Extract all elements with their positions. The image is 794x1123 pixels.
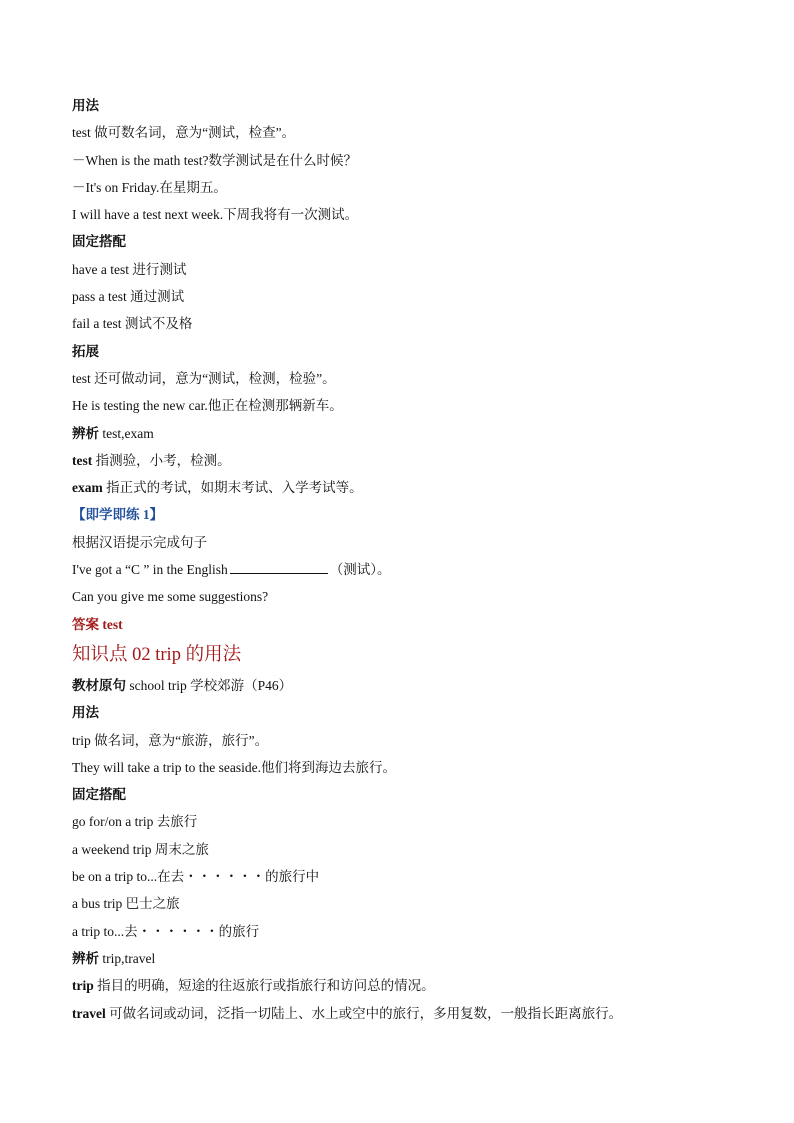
answer-text: 答案 test <box>72 616 123 632</box>
analysis-label: 辨析 <box>72 425 99 441</box>
travel-word: travel <box>72 1005 106 1021</box>
exam-definition-line <box>72 474 732 501</box>
phrase-item: fail a test 测试不及格 <box>72 316 193 332</box>
phrase-item: pass a test 通过测试 <box>72 289 185 305</box>
practice-question-start: I've got a “C ” in the English <box>72 562 228 578</box>
source-line <box>72 672 732 699</box>
example-answer: －It's on Friday.在星期五。 <box>72 179 227 195</box>
trip-analysis-words: trip,travel <box>99 950 156 966</box>
test-word: test <box>72 452 93 468</box>
trip-usage-label: 用法 <box>72 705 99 721</box>
trip-analysis-line <box>72 945 732 972</box>
trip-phrase-item: a weekend trip 周末之旅 <box>72 841 209 857</box>
exam-word: exam <box>72 480 103 496</box>
analysis-line <box>72 420 732 447</box>
extend-example: He is testing the new car.他正在检测那辆新车。 <box>72 398 343 414</box>
source-text: school trip 学校郊游（P46） <box>126 677 293 693</box>
trip-usage-example: They will take a trip to the seaside.他们将到海边去旅行。 <box>72 759 396 775</box>
source-label: 教材原句 <box>72 677 126 693</box>
trip-usage-text: trip 做名词，意为“旅游，旅行”。 <box>72 732 269 748</box>
document-content <box>72 92 732 1027</box>
travel-definition-line <box>72 1000 732 1027</box>
trip-analysis-label: 辨析 <box>72 950 99 966</box>
practice-question <box>72 556 732 583</box>
practice-question-2: Can you give me some suggestions? <box>72 589 269 605</box>
section-heading: 知识点 02 trip 的用法 <box>72 644 242 665</box>
trip-word: trip <box>72 978 94 994</box>
practice-question-end: （测试）。 <box>329 562 391 578</box>
trip-definition-line <box>72 972 732 999</box>
extend-label: 拓展 <box>72 343 99 359</box>
example-sentence: I will have a test next week.下周我将有一次测试。 <box>72 207 359 223</box>
trip-phrase-item: a bus trip 巴士之旅 <box>72 896 180 912</box>
practice-title: 【即学即练 1】 <box>72 507 164 523</box>
travel-definition: 可做名词或动词，泛指一切陆上、水上或空中的旅行，多用复数，一般指长距离旅行。 <box>105 1005 623 1021</box>
trip-phrase-item: be on a trip to...在去・・・・・・的旅行中 <box>72 869 320 885</box>
trip-phrases-label: 固定搭配 <box>72 787 126 803</box>
phrases-label: 固定搭配 <box>72 234 126 250</box>
practice-instruction: 根据汉语提示完成句子 <box>72 534 207 550</box>
usage-label: 用法 <box>72 98 99 113</box>
answer-blank <box>230 561 328 574</box>
exam-definition: 指正式的考试，如期末考试、入学考试等。 <box>102 480 363 496</box>
usage-text: test 做可数名词，意为“测试，检查”。 <box>72 125 296 141</box>
test-definition-line <box>72 447 732 474</box>
trip-phrase-item: go for/on a trip 去旅行 <box>72 814 198 830</box>
trip-phrase-item: a trip to...去・・・・・・的旅行 <box>72 923 260 939</box>
analysis-words: test,exam <box>99 425 154 441</box>
extend-text: test 还可做动词，意为“测试，检测，检验”。 <box>72 370 336 386</box>
example-question: －When is the math test?数学测试是在什么时候？ <box>72 152 357 168</box>
test-definition: 指测验，小考，检测。 <box>92 452 231 468</box>
trip-definition: 指目的明确，短途的往返旅行或指旅行和访问总的情况。 <box>93 978 435 994</box>
phrase-item: have a test 进行测试 <box>72 261 187 277</box>
